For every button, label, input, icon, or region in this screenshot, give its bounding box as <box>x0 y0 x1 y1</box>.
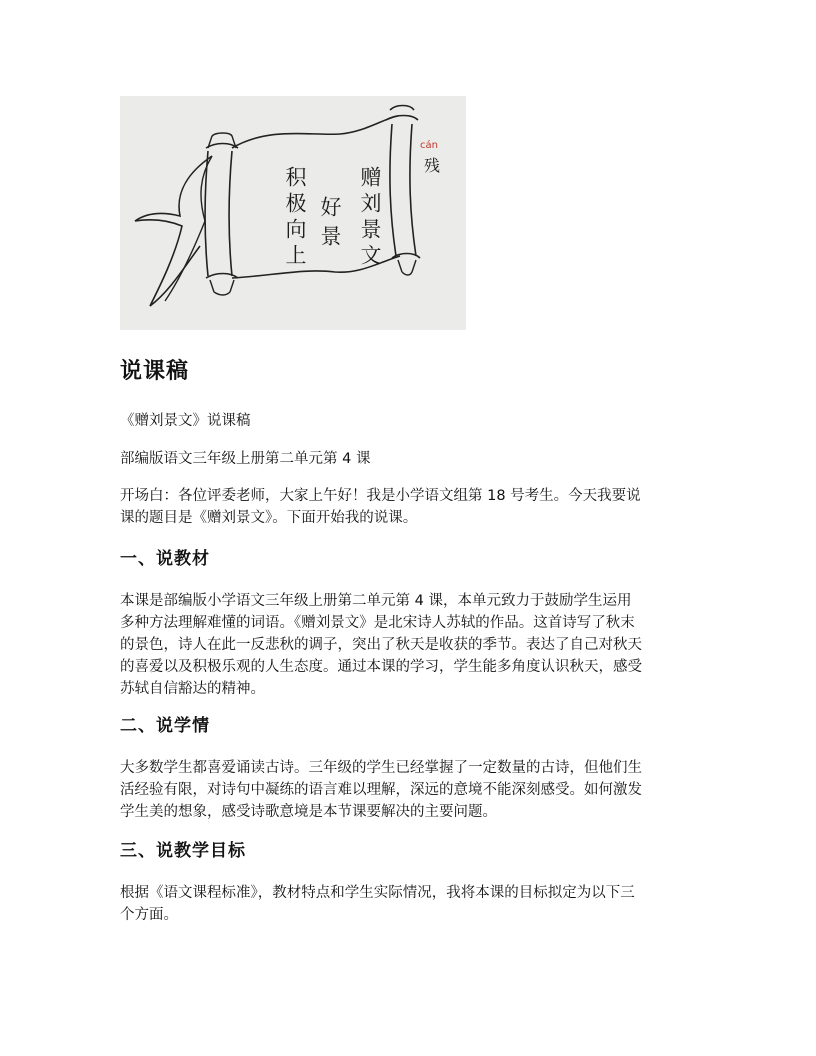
body-line: 活经验有限，对诗句中凝练的语言难以理解，深远的意境不能深刻感受。如何激发 <box>120 782 642 798</box>
opening-paragraph <box>120 485 700 529</box>
scroll-pinyin: cán <box>420 140 438 151</box>
scroll-illustration <box>120 96 466 330</box>
scroll-col3: 积极向上 <box>283 166 307 270</box>
scroll-col2: 好景 <box>318 196 342 254</box>
section-body-goals <box>120 882 700 926</box>
body-line: 学生美的想象，感受诗歌意境是本节课要解决的主要问题。 <box>120 804 497 820</box>
section-body-students <box>120 757 700 823</box>
course-info: 部编版语文三年级上册第二单元第 4 课 <box>120 451 371 467</box>
scroll-drawing <box>120 96 466 330</box>
section-heading-students: 二、说学情 <box>120 716 210 736</box>
body-line: 的景色，诗人在此一反悲秋的调子，突出了秋天是收获的季节。表达了自己对秋天 <box>120 637 642 653</box>
body-line: 苏轼自信豁达的精神。 <box>120 681 265 697</box>
body-line: 本课是部编版小学语文三年级上册第二单元第 4 课，本单元致力于鼓励学生运用 <box>120 593 632 609</box>
body-line: 的喜爱以及积极乐观的人生态度。通过本课的学习，学生能多角度认识秋天，感受 <box>120 659 642 675</box>
body-line: 个方面。 <box>120 907 178 923</box>
scroll-annotation: 残 <box>424 156 441 175</box>
body-line: 多种方法理解难懂的词语。《赠刘景文》是北宋诗人苏轼的作品。这首诗写了秋末 <box>120 615 635 631</box>
subtitle: 《赠刘景文》说课稿 <box>120 413 251 429</box>
opening-line: 课的题目是《赠刘景文》。下面开始我的说课。 <box>120 510 418 526</box>
section-body-textbook <box>120 590 700 700</box>
body-line: 根据《语文课程标准》，教材特点和学生实际情况，我将本课的目标拟定为以下三 <box>120 885 635 901</box>
section-heading-textbook: 一、说教材 <box>120 549 210 569</box>
body-line: 大多数学生都喜爱诵读古诗。三年级的学生已经掌握了一定数量的古诗，但他们生 <box>120 760 642 776</box>
opening-line: 开场白：各位评委老师，大家上午好！我是小学语文组第 18 号考生。今天我要说 <box>120 488 641 504</box>
page-title: 说课稿 <box>120 359 190 384</box>
section-heading-goals: 三、说教学目标 <box>120 841 246 861</box>
scroll-col1: 赠刘景文 <box>358 166 382 270</box>
